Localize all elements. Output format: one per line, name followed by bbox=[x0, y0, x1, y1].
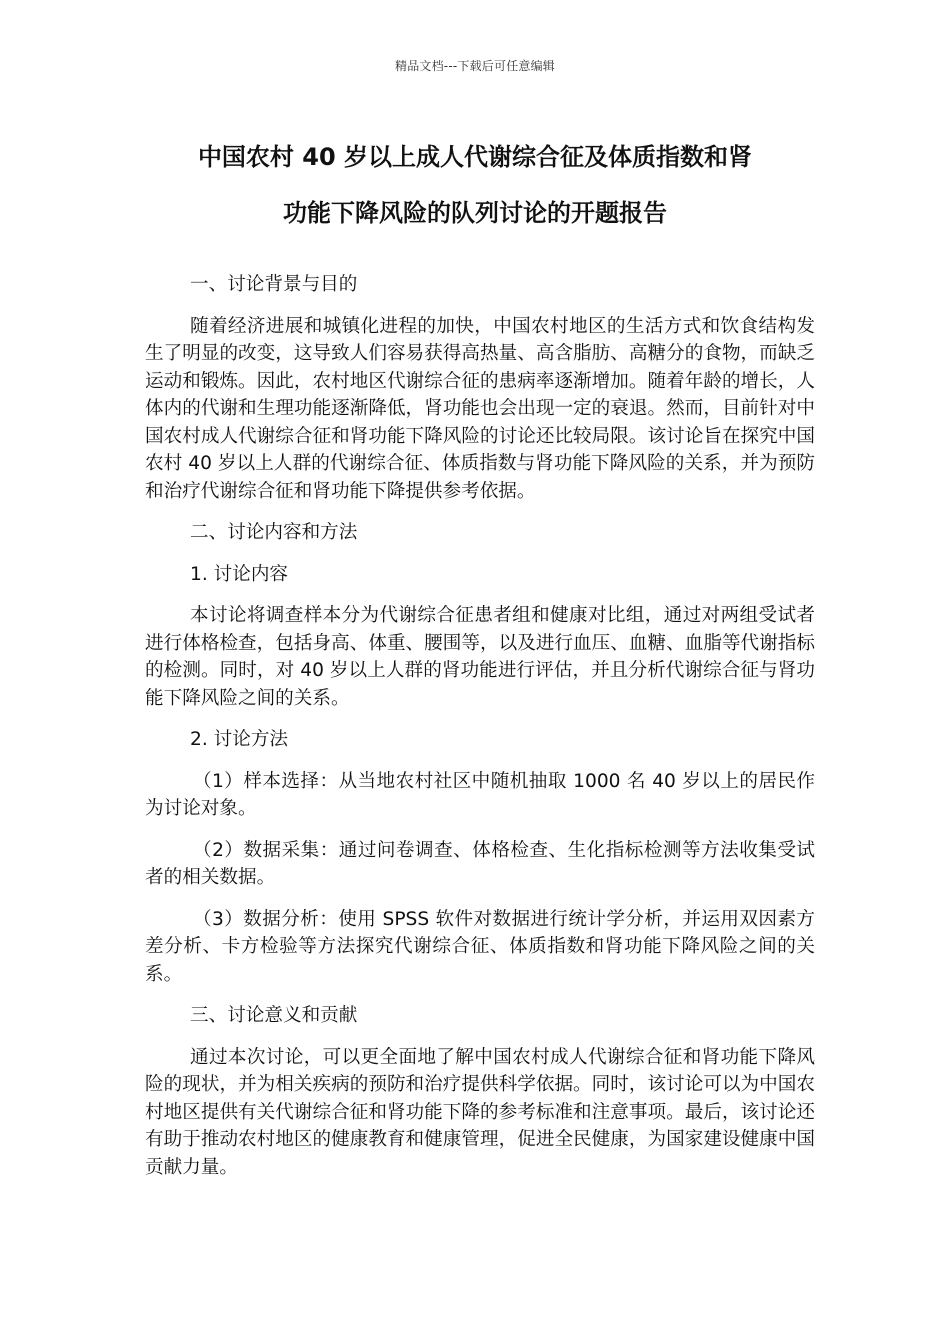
paragraph-background: 随着经济进展和城镇化进程的加快，中国农村地区的生活方式和饮食结构发生了明显的改变，这导致人们容易获得高热量、高含脂肪、高糖分的食物，而缺乏运动和锻炼。因此，农村地区代谢综合征的患病率逐渐增加。随着年龄的增长，人体内的代谢和生理功能逐渐降低，肾功能也会出现一定的衰退。然而，目前针对中国农村成人代谢综合征和肾功能下降风险的讨论还比较局限。该讨论旨在探究中国农村 40 岁以上人群的代谢综合征、体质指数与肾功能下降风险的关系，并为预防和治疗代谢综合征和肾功能下降提供参考依据。 bbox=[145, 315, 815, 502]
document-title-line-1: 中国农村 40 岁以上成人代谢综合征及体质指数和肾 bbox=[197, 143, 753, 171]
document-title-line-2: 功能下降风险的队列讨论的开题报告 bbox=[283, 199, 667, 227]
method-item-data-analysis: （3）数据分析：使用 SPSS 软件对数据进行统计学分析，并运用双因素方差分析、卡方检验等方法探究代谢综合征、体质指数和肾功能下降风险之间的关系。 bbox=[145, 908, 815, 985]
section-heading-background: 一、讨论背景与目的 bbox=[190, 274, 358, 295]
header-note: 精品文档---下载后可任意编辑 bbox=[395, 59, 555, 73]
method-item-sampling: （1）样本选择：从当地农村社区中随机抽取 1000 名 40 岁以上的居民作为讨论对象。 bbox=[145, 770, 815, 819]
section-heading-significance: 三、讨论意义和贡献 bbox=[190, 1005, 358, 1026]
method-item-data-collection: （2）数据采集：通过问卷调查、体格检查、生化指标检测等方法收集受试者的相关数据。 bbox=[145, 839, 815, 888]
paragraph-content: 本讨论将调查样本分为代谢综合征患者组和健康对比组，通过对两组受试者进行体格检查，包括身高、体重、腰围等，以及进行血压、血糖、血脂等代谢指标的检测。同时，对 40 岁以上人群的肾功能进行评估，并且分析代谢综合征与肾功能下降风险之间的关系。 bbox=[145, 605, 815, 709]
document-body bbox=[145, 271, 815, 1181]
paragraph-significance: 通过本次讨论，可以更全面地了解中国农村成人代谢综合征和肾功能下降风险的现状，并为相关疾病的预防和治疗提供科学依据。同时，该讨论可以为中国农村地区提供有关代谢综合征和肾功能下降的参考标准和注意事项。最后，该讨论还有助于推动农村地区的健康教育和健康管理，促进全民健康，为国家建设健康中国贡献力量。 bbox=[145, 1046, 815, 1178]
subheading-methods: 2. 讨论方法 bbox=[190, 729, 289, 750]
section-heading-content-methods: 二、讨论内容和方法 bbox=[190, 522, 358, 543]
subheading-content: 1. 讨论内容 bbox=[190, 563, 289, 585]
